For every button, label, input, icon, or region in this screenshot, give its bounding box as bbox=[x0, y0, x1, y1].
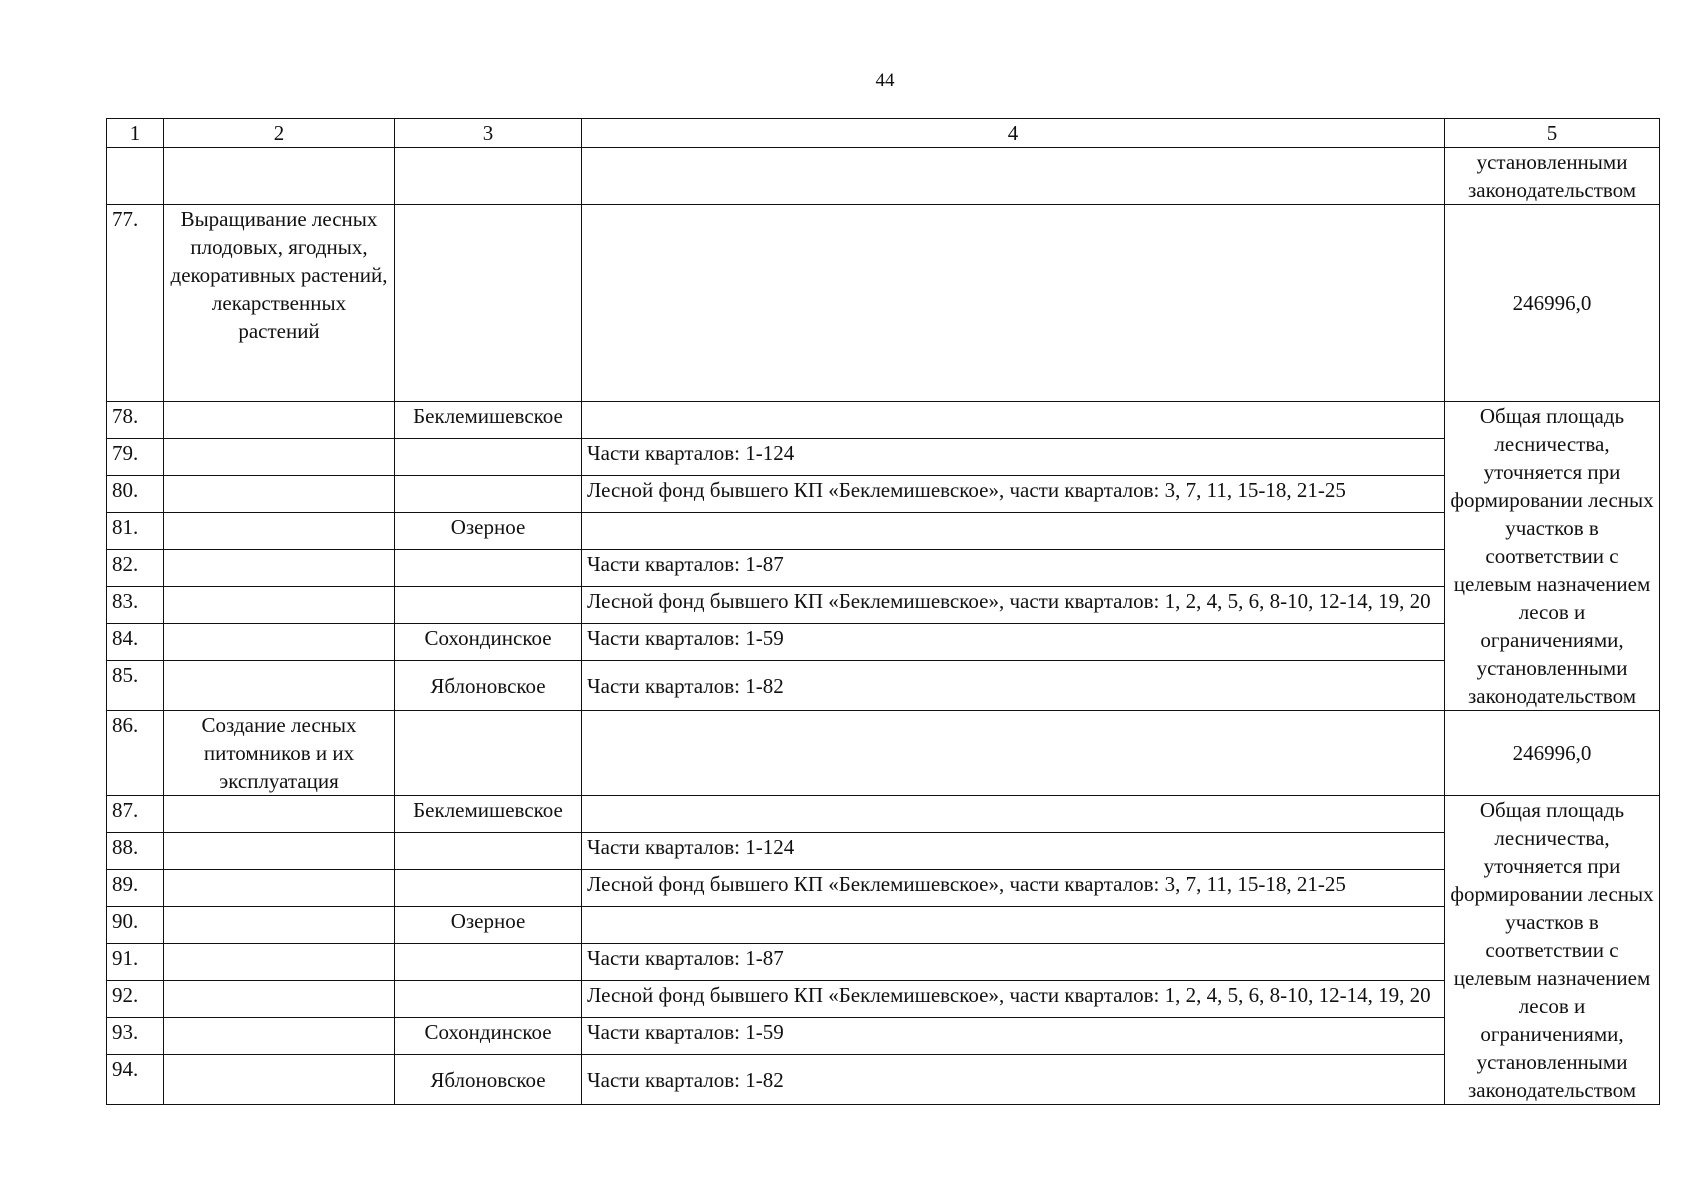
row-number: 93. bbox=[107, 1018, 164, 1055]
row-number: 84. bbox=[107, 624, 164, 661]
table-row bbox=[107, 870, 1660, 907]
description-cell bbox=[582, 148, 1445, 205]
description-cell bbox=[582, 402, 1445, 439]
table-row bbox=[107, 513, 1660, 550]
row-number: 88. bbox=[107, 833, 164, 870]
column-header: 3 bbox=[395, 119, 582, 148]
row-number: 90. bbox=[107, 907, 164, 944]
row-number: 91. bbox=[107, 944, 164, 981]
activity-cell bbox=[164, 907, 395, 944]
description-cell: Части кварталов: 1-124 bbox=[582, 439, 1445, 476]
activity-cell bbox=[164, 513, 395, 550]
row-number: 81. bbox=[107, 513, 164, 550]
table-row bbox=[107, 907, 1660, 944]
table-row bbox=[107, 476, 1660, 513]
activity-cell bbox=[164, 944, 395, 981]
activity-cell bbox=[164, 550, 395, 587]
activity-cell bbox=[164, 870, 395, 907]
column-header: 2 bbox=[164, 119, 395, 148]
row-number: 94. bbox=[107, 1055, 164, 1105]
forestry-cell bbox=[395, 833, 582, 870]
area-cell: установленными законодательством bbox=[1445, 148, 1660, 205]
description-cell: Части кварталов: 1-82 bbox=[582, 661, 1445, 711]
forestry-cell bbox=[395, 587, 582, 624]
description-cell: Лесной фонд бывшего КП «Беклемишевское», части кварталов: 1, 2, 4, 5, 6, 8-10, 12-14, 19, 20 bbox=[582, 981, 1445, 1018]
column-header: 1 bbox=[107, 119, 164, 148]
row-number: 89. bbox=[107, 870, 164, 907]
activity-cell bbox=[164, 796, 395, 833]
forestry-cell: Яблоновское bbox=[395, 661, 582, 711]
forestry-cell bbox=[395, 981, 582, 1018]
row-number: 83. bbox=[107, 587, 164, 624]
row-number: 79. bbox=[107, 439, 164, 476]
forestry-cell bbox=[395, 476, 582, 513]
table-row bbox=[107, 148, 1660, 205]
description-cell: Части кварталов: 1-124 bbox=[582, 833, 1445, 870]
page-number: 44 bbox=[875, 70, 895, 91]
table-header-row bbox=[107, 119, 1660, 148]
row-number: 86. bbox=[107, 711, 164, 796]
forestry-cell bbox=[395, 148, 582, 205]
activity-cell bbox=[164, 439, 395, 476]
activity-cell bbox=[164, 833, 395, 870]
activity-cell bbox=[164, 661, 395, 711]
table-row bbox=[107, 205, 1660, 402]
table-row bbox=[107, 439, 1660, 476]
area-cell: 246996,0 bbox=[1445, 711, 1660, 796]
description-cell: Лесной фонд бывшего КП «Беклемишевское», части кварталов: 1, 2, 4, 5, 6, 8-10, 12-14, 19, 20 bbox=[582, 587, 1445, 624]
forestry-cell bbox=[395, 439, 582, 476]
forestry-table bbox=[106, 118, 1660, 1105]
description-cell: Лесной фонд бывшего КП «Беклемишевское», части кварталов: 3, 7, 11, 15-18, 21-25 bbox=[582, 476, 1445, 513]
table-row bbox=[107, 587, 1660, 624]
column-header: 4 bbox=[582, 119, 1445, 148]
forestry-cell: Озерное bbox=[395, 513, 582, 550]
row-number: 77. bbox=[107, 205, 164, 402]
row-number: 82. bbox=[107, 550, 164, 587]
activity-cell bbox=[164, 587, 395, 624]
area-cell: Общая площадь лесничества, уточняется при формировании лесных участков в соответствии с целевым назначением лесов и ограничениями, установленными законодательством bbox=[1445, 402, 1660, 711]
forestry-cell: Беклемишевское bbox=[395, 796, 582, 833]
forestry-cell: Озерное bbox=[395, 907, 582, 944]
activity-cell bbox=[164, 981, 395, 1018]
activity-cell bbox=[164, 1055, 395, 1105]
table-row bbox=[107, 981, 1660, 1018]
description-cell: Части кварталов: 1-59 bbox=[582, 1018, 1445, 1055]
table-row bbox=[107, 661, 1660, 711]
forestry-cell: Сохондинское bbox=[395, 1018, 582, 1055]
description-cell bbox=[582, 796, 1445, 833]
forestry-cell bbox=[395, 550, 582, 587]
forestry-cell bbox=[395, 711, 582, 796]
activity-cell bbox=[164, 1018, 395, 1055]
area-cell: Общая площадь лесничества, уточняется при формировании лесных участков в соответствии с целевым назначением лесов и ограничениями, установленными законодательством bbox=[1445, 796, 1660, 1105]
description-cell: Лесной фонд бывшего КП «Беклемишевское», части кварталов: 3, 7, 11, 15-18, 21-25 bbox=[582, 870, 1445, 907]
table-row bbox=[107, 1018, 1660, 1055]
description-cell bbox=[582, 205, 1445, 402]
table-row bbox=[107, 944, 1660, 981]
table-row bbox=[107, 796, 1660, 833]
description-cell bbox=[582, 711, 1445, 796]
row-number bbox=[107, 148, 164, 205]
row-number: 78. bbox=[107, 402, 164, 439]
row-number: 87. bbox=[107, 796, 164, 833]
table-row bbox=[107, 711, 1660, 796]
description-cell: Части кварталов: 1-82 bbox=[582, 1055, 1445, 1105]
forestry-cell bbox=[395, 205, 582, 402]
activity-cell bbox=[164, 402, 395, 439]
forestry-cell: Беклемишевское bbox=[395, 402, 582, 439]
row-number: 80. bbox=[107, 476, 164, 513]
table-row bbox=[107, 550, 1660, 587]
table-row bbox=[107, 1055, 1660, 1105]
forestry-cell bbox=[395, 944, 582, 981]
description-cell: Части кварталов: 1-59 bbox=[582, 624, 1445, 661]
description-cell: Части кварталов: 1-87 bbox=[582, 944, 1445, 981]
table-row bbox=[107, 833, 1660, 870]
row-number: 85. bbox=[107, 661, 164, 711]
table-row bbox=[107, 624, 1660, 661]
forestry-cell: Сохондинское bbox=[395, 624, 582, 661]
description-cell: Части кварталов: 1-87 bbox=[582, 550, 1445, 587]
activity-cell: Выращивание лесных плодовых, ягодных, декоративных растений, лекарственных растений bbox=[164, 205, 395, 402]
activity-cell bbox=[164, 624, 395, 661]
activity-cell bbox=[164, 148, 395, 205]
forestry-cell bbox=[395, 870, 582, 907]
description-cell bbox=[582, 907, 1445, 944]
description-cell bbox=[582, 513, 1445, 550]
activity-cell: Создание лесных питомников и их эксплуатация bbox=[164, 711, 395, 796]
column-header: 5 bbox=[1445, 119, 1660, 148]
table-row bbox=[107, 402, 1660, 439]
forestry-cell: Яблоновское bbox=[395, 1055, 582, 1105]
row-number: 92. bbox=[107, 981, 164, 1018]
area-cell: 246996,0 bbox=[1445, 205, 1660, 402]
activity-cell bbox=[164, 476, 395, 513]
